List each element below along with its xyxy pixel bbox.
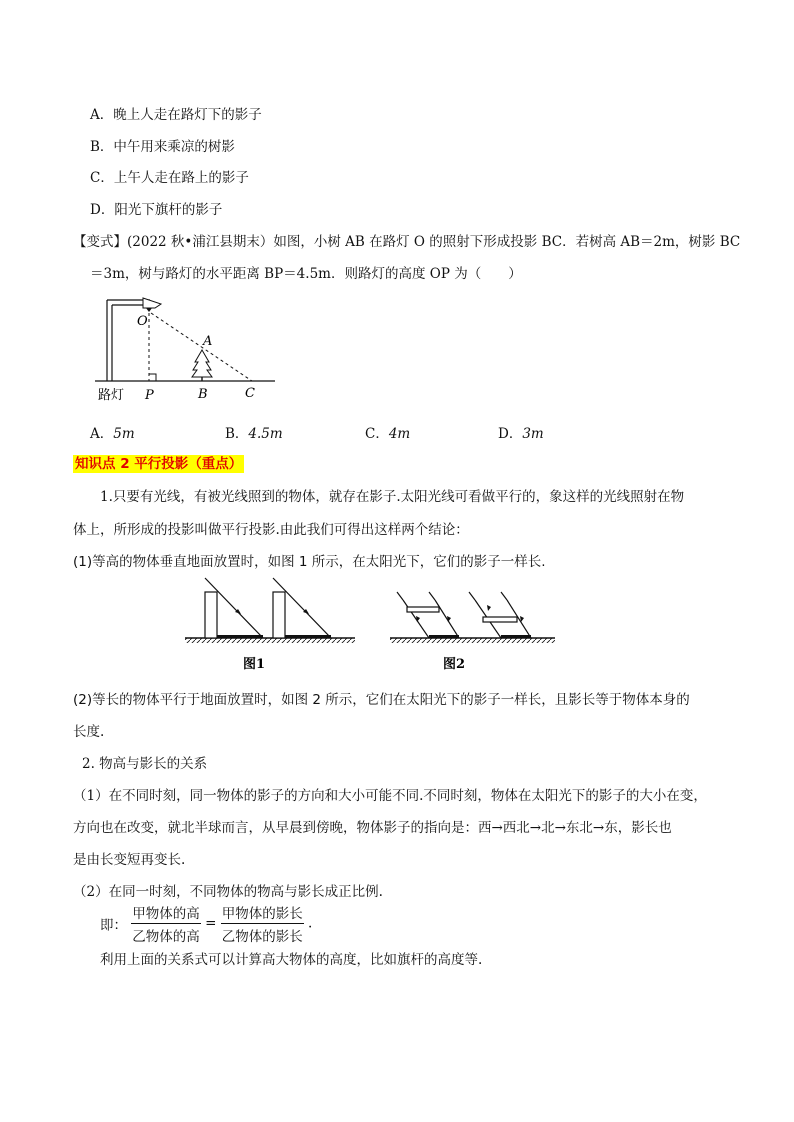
tree-icon (192, 350, 212, 381)
right-angle-mark (149, 374, 156, 381)
relation-1-line-1: （1）在不同时刻，同一物体的影子的方向和大小可能不同.不同时刻，物体在太阳光下的影子的大小在变， (73, 788, 707, 804)
variant-option-d: D．3m (498, 426, 544, 442)
fraction-height: $\frac{\text{甲物体的高}}{\text{乙物体的高}}$ (131, 902, 201, 945)
figure-2-caption: 图2 (443, 657, 466, 672)
option-d: D．阳光下旗杆的影子 (90, 202, 223, 218)
relation-1-line-2: 方向也在改变，就北半球而言，从早晨到傍晚，物体影子的指向是：西→西北→北→东北→东，影长也 (73, 820, 672, 836)
para1-line-1: 1.只要有光线，有被光线照到的物体，就存在影子.太阳光线可看做平行的，象这样的光线照射在物 (100, 489, 685, 505)
variant-line-1: 【变式】(2022 秋•浦江县期末）如图，小树 AB 在路灯 O 的照射下形成投影 BC．若树高 AB＝2m，树影 BC (73, 234, 741, 250)
label-c: C (245, 386, 255, 401)
point-2-line-2: 长度. (73, 724, 105, 740)
option-c: C．上午人走在路上的影子 (90, 170, 249, 186)
variant-option-c: C．4m (365, 426, 411, 442)
parallel-projection-figures (185, 570, 555, 675)
label-b: B (198, 387, 208, 402)
variant-option-b: B．4.5m (225, 426, 283, 442)
relation-2: （2）在同一时刻，不同物体的物高与影长成正比例. (73, 884, 383, 900)
relation-1-line-3: 是由长变短再变长. (73, 852, 186, 868)
label-lamp: 路灯 (98, 388, 125, 403)
relation-title: 2. 物高与影长的关系 (82, 756, 208, 772)
label-p: P (145, 388, 154, 403)
section-heading: 知识点 2 平行投影（重点） (75, 456, 243, 472)
option-a: A．晚上人走在路灯下的影子 (90, 107, 262, 123)
label-o: O (137, 314, 148, 329)
street-lamp-figure (95, 292, 280, 404)
option-b: B．中午用来乘凉的树影 (90, 139, 235, 155)
fraction-shadow: $\frac{\text{甲物体的影长}}{\text{乙物体的影长}}$ (221, 902, 304, 945)
formula: 即： $\frac{\text{甲物体的高}}{\text{乙物体的高}}$ = $\frac{\text{甲物体的影长}}{\text{乙物体的影长}}$ . (100, 902, 312, 945)
closing-text: 利用上面的关系式可以计算高大物体的高度，比如旗杆的高度等. (100, 952, 483, 968)
label-a: A (203, 334, 213, 349)
figure-1-caption: 图1 (243, 657, 266, 672)
variant-option-a: A．5m (90, 426, 135, 442)
point-2-line-1: (2)等长的物体平行于地面放置时，如图 2 所示，它们在太阳光下的影子一样长，且影长等于物体本身的 (73, 692, 690, 708)
point-1: (1)等高的物体垂直地面放置时，如图 1 所示，在太阳光下，它们的影子一样长. (73, 554, 546, 570)
variant-line-2: ＝3m，树与路灯的水平距离 BP＝4.5m．则路灯的高度 OP 为（ ） (90, 266, 522, 282)
figure-2 (390, 592, 555, 643)
lamp-head (143, 298, 161, 308)
figure-1 (185, 578, 355, 643)
para1-line-2: 体上，所形成的投影叫做平行投影.由此我们可得出这样两个结论： (73, 522, 469, 538)
